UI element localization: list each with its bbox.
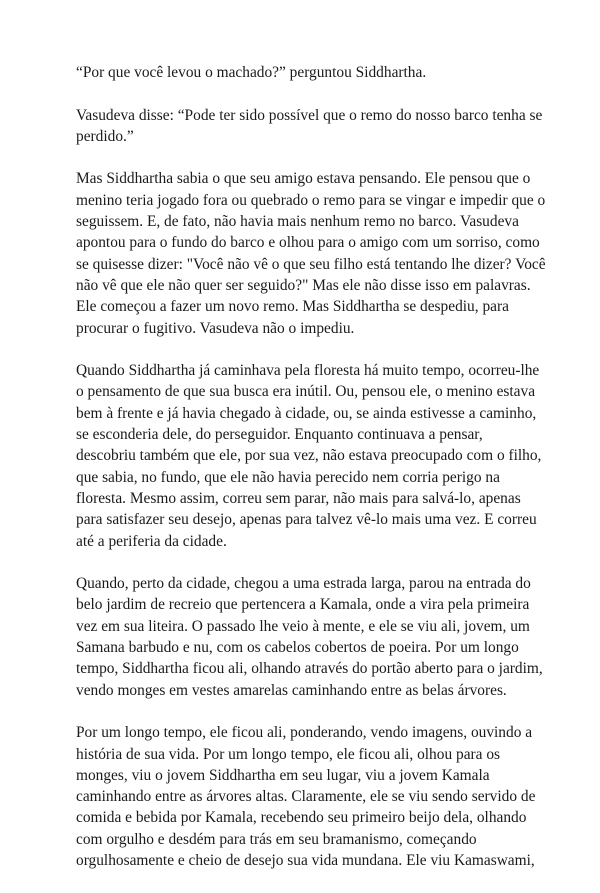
text-line: procurar o fugitivo. Vasudeva não o impediu. — [76, 319, 355, 337]
text-line: Mas Siddhartha sabia o que seu amigo estava pensando. Ele pensou que o — [76, 170, 531, 188]
text-line: seguissem. E, de fato, não havia mais nenhum remo no barco. Vasudeva — [76, 213, 519, 231]
text-line: Ele começou a fazer um novo remo. Mas Siddhartha se despediu, para — [76, 298, 509, 316]
paragraph — [76, 62, 530, 83]
text-line: que sabia, no fundo, que ele não havia perecido nem corria perigo na — [76, 468, 500, 486]
text-line: Samana barbudo e nu, com os cabelos cobertos de poeira. Por um longo — [76, 639, 519, 657]
text-line: história de sua vida. Por um longo tempo, ele ficou ali, olhou para os — [76, 745, 501, 763]
text-line: menino teria jogado fora ou quebrado o remo para se vingar e impedir que o — [76, 191, 546, 209]
text-line: perdido.” — [76, 127, 134, 145]
text-line: apontou para o fundo do barco e olhou para o amigo com um sorriso, como — [76, 234, 540, 252]
paragraph — [76, 168, 546, 338]
text-line: comida e bebida por Kamala, recebendo seu primeiro beijo dela, olhando — [76, 809, 527, 827]
paragraph — [76, 722, 536, 871]
text-line: belo jardim de recreio que pertencera a Kamala, onde a vira pela primeira — [76, 596, 530, 614]
text-line: não vê que ele não quer ser seguido?" Mas ele não disse isso em palavras. — [76, 276, 531, 294]
text-line: descobriu também que ele, por sua vez, não estava preocupado com o filho, — [76, 447, 542, 465]
paragraph — [76, 105, 543, 148]
text-line: vez em sua liteira. O passado lhe veio à mente, e ele se viu ali, jovem, um — [76, 617, 530, 635]
text-line: se esconderia dele, do perseguidor. Enquanto continuava a pensar, — [76, 426, 483, 444]
text-line: Por um longo tempo, ele ficou ali, ponderando, vendo imagens, ouvindo a — [76, 724, 533, 742]
text-line: Quando, perto da cidade, chegou a uma estrada larga, parou na entrada do — [76, 575, 531, 593]
text-line: “Por que você levou o machado?” perguntou Siddhartha. — [76, 64, 427, 81]
text-line: até a periferia da cidade. — [76, 532, 227, 550]
text-line: caminhando entre as árvores altas. Claramente, ele se viu sendo servido de — [76, 788, 536, 806]
text-line: monges, viu o jovem Siddhartha em seu lugar, viu a jovem Kamala — [76, 766, 490, 784]
text-line: floresta. Mesmo assim, correu sem parar, não mais para salvá-lo, apenas — [76, 489, 521, 507]
text-line: Quando Siddhartha já caminhava pela floresta há muito tempo, ocorreu-lhe — [76, 362, 540, 380]
text-line: para satisfazer seu desejo, apenas para talvez vê-lo mais uma vez. E correu — [76, 511, 537, 529]
text-line: se quisesse dizer: "Você não vê o que seu filho está tentando lhe dizer? Você — [76, 255, 546, 273]
text-line: tempo, Siddhartha ficou ali, olhando através do portão aberto para o jardim, — [76, 660, 543, 678]
text-line: com orgulho e desdém para trás em seu bramanismo, começando — [76, 830, 477, 848]
text-line: vendo monges em vestes amarelas caminhando entre as belas árvores. — [76, 681, 507, 699]
text-line: Vasudeva disse: “Pode ter sido possível que o remo do nosso barco tenha se — [76, 106, 543, 124]
text-line: orgulhosamente e cheio de desejo sua vida mundana. Ele viu Kamaswami, — [76, 851, 535, 869]
paragraph — [76, 360, 542, 552]
text-line: bem à frente e já havia chegado à cidade, ou, se ainda estivesse a caminho, — [76, 404, 537, 422]
paragraph — [76, 573, 543, 701]
document-page — [76, 62, 546, 893]
text-line: o pensamento de que sua busca era inútil. Ou, pensou ele, o menino estava — [76, 383, 536, 401]
